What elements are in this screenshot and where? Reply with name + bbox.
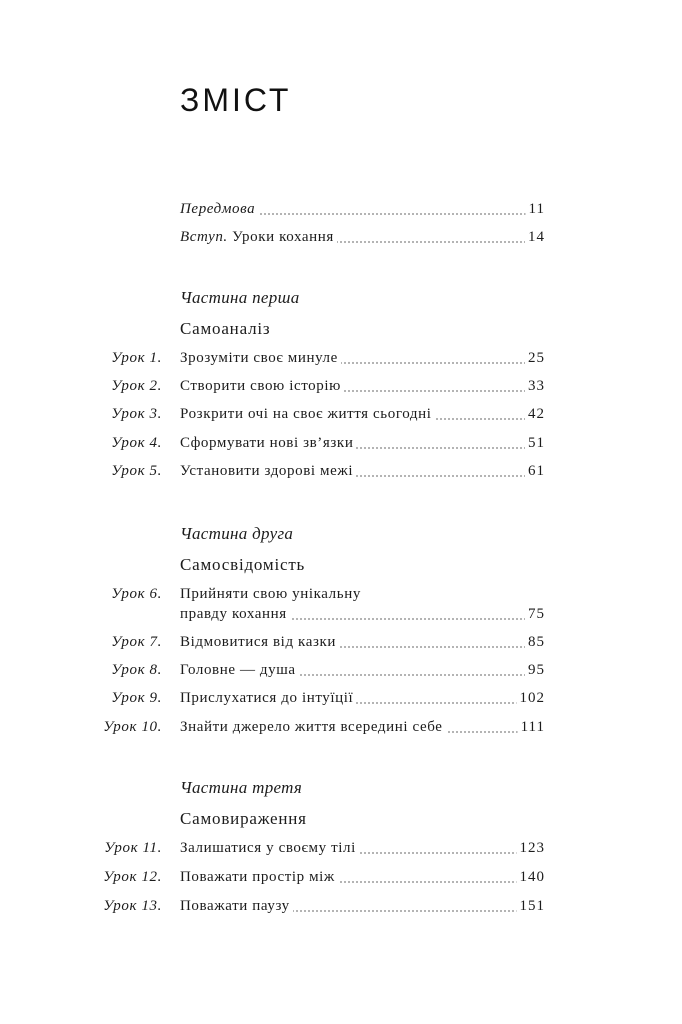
lesson-title: Установити здорові межі: [180, 463, 356, 480]
toc-entry-lesson[interactable]: [0, 898, 682, 924]
toc-entry-lesson[interactable]: [0, 350, 682, 376]
lesson-title: Поважати простір між: [180, 869, 338, 886]
page-number: 33: [525, 378, 545, 395]
toc-entry-lesson[interactable]: [0, 690, 682, 716]
toc-entry-lesson[interactable]: [0, 378, 682, 404]
lesson-number: Урок 3.: [111, 406, 162, 422]
lesson-title: Знайти джерело життя всередині себе: [180, 719, 446, 736]
page-number: 61: [525, 463, 545, 480]
entry-title: Уроки кохання: [227, 229, 334, 245]
lesson-number: Урок 6.: [111, 586, 162, 602]
toc-entry-lesson[interactable]: [0, 406, 682, 432]
part-name: Самоаналіз: [180, 319, 271, 338]
toc-entry-lesson[interactable]: [0, 634, 682, 660]
page-number: 14: [525, 229, 545, 246]
page-number: 42: [525, 406, 545, 423]
toc-entry-lesson[interactable]: [0, 840, 682, 866]
lesson-title: Відмовитися від казки: [180, 634, 339, 651]
page-number: 123: [517, 840, 546, 857]
lesson-title: Створити свою історію: [180, 378, 344, 395]
page-number: 51: [525, 435, 545, 452]
lesson-title: Поважати паузу: [180, 898, 293, 915]
part-label: Частина друга: [180, 524, 294, 543]
toc-entry-lesson[interactable]: [0, 869, 682, 895]
page-number: 102: [517, 690, 546, 707]
part-name: Самовираження: [180, 809, 307, 828]
lesson-number: Урок 9.: [111, 690, 162, 706]
toc-entry-lesson[interactable]: [0, 435, 682, 461]
lesson-title: Зрозуміти своє минуле: [180, 350, 341, 367]
toc-entry-lesson[interactable]: [0, 463, 682, 489]
toc-entry-lesson[interactable]: [0, 719, 682, 745]
lesson-number: Урок 5.: [111, 463, 162, 479]
lesson-title: правду кохання: [180, 606, 290, 623]
lesson-number: Урок 11.: [104, 840, 162, 856]
page-number: 95: [525, 662, 545, 679]
entry-title-italic: Вступ.: [180, 229, 228, 245]
lesson-title: Прислухатися до інтуїції: [180, 690, 356, 707]
page-number: 11: [526, 201, 545, 218]
toc-entry-foreword[interactable]: [0, 201, 682, 227]
lesson-number: Урок 4.: [111, 435, 162, 451]
entry-title: Передмова: [180, 201, 256, 217]
page-number: 25: [525, 350, 545, 367]
page-number: 140: [517, 869, 546, 886]
lesson-title: Головне — душа: [180, 662, 299, 679]
lesson-number: Урок 12.: [103, 869, 162, 885]
page-number: 75: [525, 606, 545, 623]
lesson-title: Залишатися у своєму тілі: [180, 840, 359, 857]
lesson-title: Розкрити очі на своє життя сьогодні: [180, 406, 435, 423]
lesson-number: Урок 13.: [103, 898, 162, 914]
lesson-title-line1[interactable]: Прийняти свою унікальну: [180, 586, 361, 602]
page-number: 111: [518, 719, 545, 736]
lesson-number: Урок 10.: [103, 719, 162, 735]
toc-entry-introduction[interactable]: [0, 229, 682, 255]
lesson-title: Сформувати нові зв’язки: [180, 435, 356, 452]
page-title: ЗМІСТ: [180, 82, 292, 118]
page-number: 85: [525, 634, 545, 651]
lesson-number: Урок 7.: [111, 634, 162, 650]
part-label: Частина перша: [180, 288, 300, 307]
lesson-number: Урок 2.: [111, 378, 162, 394]
part-label: Частина третя: [180, 778, 303, 797]
lesson-number: Урок 8.: [111, 662, 162, 678]
lesson-number: Урок 1.: [111, 350, 162, 366]
page-number: 151: [517, 898, 546, 915]
toc-entry-lesson[interactable]: [0, 662, 682, 688]
part-name: Самосвідомість: [180, 555, 306, 574]
